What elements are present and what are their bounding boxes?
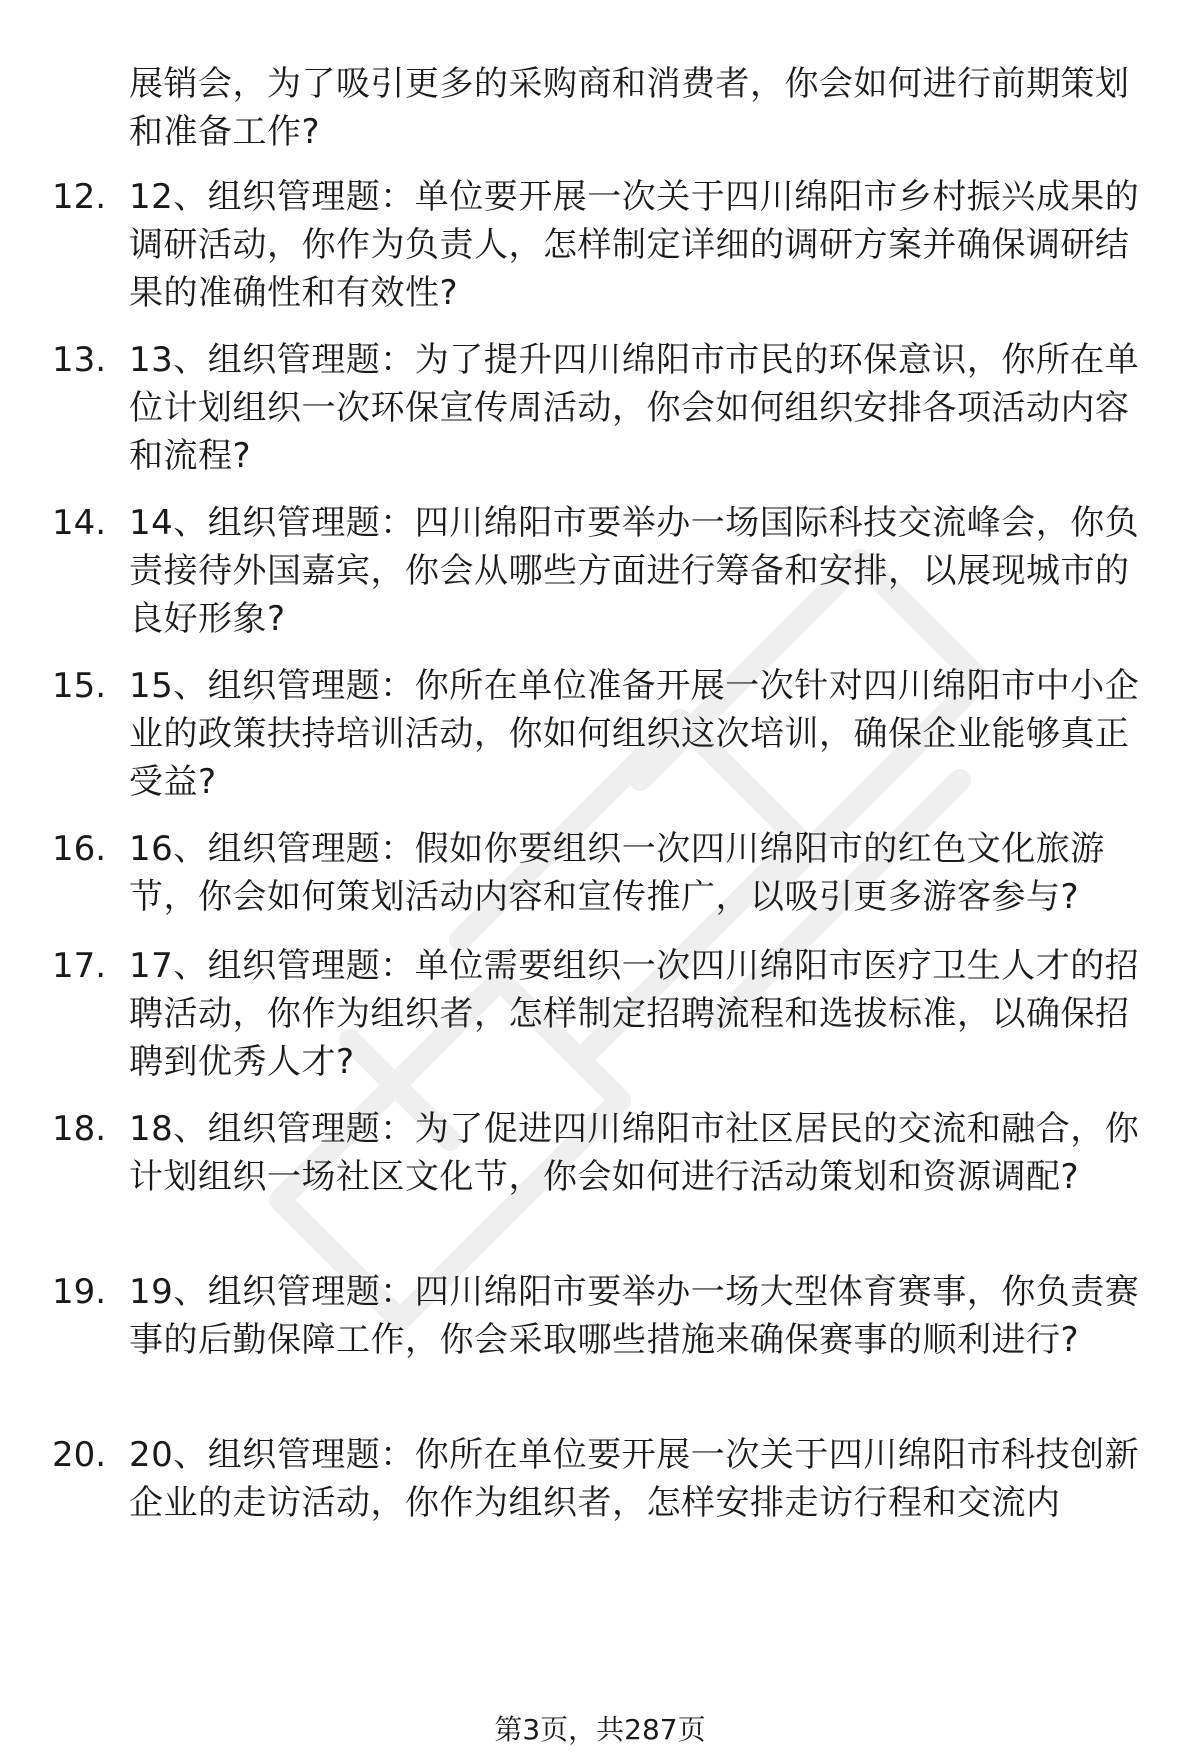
question-number: 15. <box>52 666 107 706</box>
question-number: 17. <box>52 946 107 986</box>
question-text: 13、组织管理题：为了提升四川绵阳市市民的环保意识，你所在单位计划组织一次环保宣传周活动，你会如何组织安排各项活动内容和流程? <box>129 340 1140 476</box>
continuation-paragraph: 展销会，为了吸引更多的采购商和消费者，你会如何进行前期策划和准备工作? <box>129 64 1130 152</box>
question-number: 16. <box>52 829 107 869</box>
question-number: 20. <box>52 1435 107 1475</box>
question-number: 18. <box>52 1109 107 1149</box>
question-text: 15、组织管理题：你所在单位准备开展一次针对四川绵阳市中小企业的政策扶持培训活动，你如何组织这次培训，确保企业能够真正受益? <box>129 666 1140 802</box>
question-number: 19. <box>52 1272 107 1312</box>
question-text: 16、组织管理题：假如你要组织一次四川绵阳市的红色文化旅游节，你会如何策划活动内容和宣传推广，以吸引更多游客参与? <box>129 829 1105 917</box>
question-number: 12. <box>52 177 107 217</box>
question-text: 20、组织管理题：你所在单位要开展一次关于四川绵阳市科技创新企业的走访活动，你作为组织者，怎样安排走访行程和交流内 <box>129 1435 1140 1523</box>
question-text: 12、组织管理题：单位要开展一次关于四川绵阳市乡村振兴成果的调研活动，你作为负责人，怎样制定详细的调研方案并确保调研结果的准确性和有效性? <box>129 177 1140 313</box>
question-number: 14. <box>52 503 107 543</box>
question-text: 19、组织管理题：四川绵阳市要举办一场大型体育赛事，你负责赛事的后勤保障工作，你会采取哪些措施来确保赛事的顺利进行? <box>129 1272 1140 1360</box>
question-text: 17、组织管理题：单位需要组织一次四川绵阳市医疗卫生人才的招聘活动，你作为组织者，怎样制定招聘流程和选拔标准，以确保招聘到优秀人才? <box>129 946 1140 1082</box>
question-text: 14、组织管理题：四川绵阳市要举办一场国际科技交流峰会，你负责接待外国嘉宾，你会从哪些方面进行筹备和安排，以展现城市的良好形象? <box>129 503 1140 639</box>
question-number: 13. <box>52 340 107 380</box>
question-text: 18、组织管理题：为了促进四川绵阳市社区居民的交流和融合，你计划组织一场社区文化节，你会如何进行活动策划和资源调配? <box>129 1109 1140 1197</box>
page-footer: 第3页，共287页 <box>494 1713 706 1746</box>
